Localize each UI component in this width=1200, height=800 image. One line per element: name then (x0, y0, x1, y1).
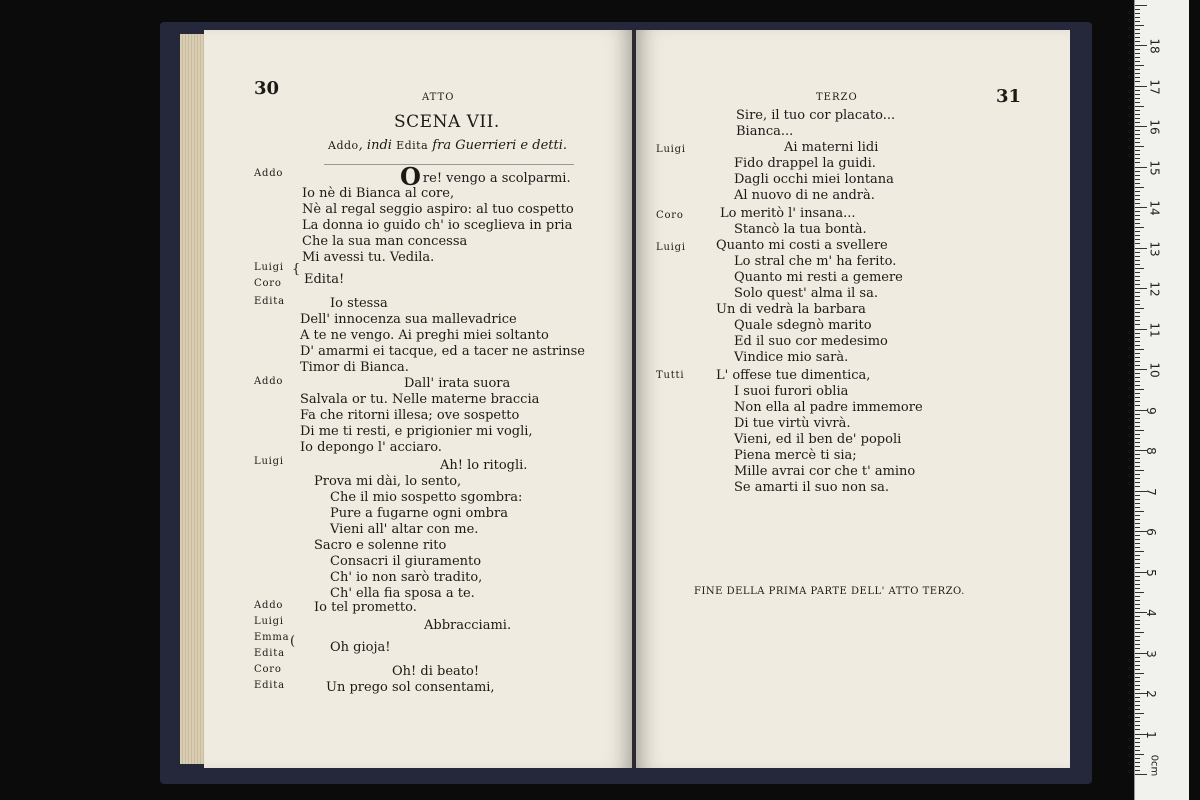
ruler-tick (1135, 187, 1144, 188)
ruler-tick (1135, 750, 1140, 751)
ruler-tick (1135, 608, 1140, 609)
ruler-tick (1135, 555, 1140, 556)
ruler-tick (1135, 442, 1140, 443)
ruler-tick (1135, 389, 1144, 390)
ruler-tick (1135, 195, 1140, 196)
ruler-tick (1135, 430, 1144, 431)
ruler-tick (1135, 576, 1140, 577)
ruler-tick (1135, 320, 1140, 321)
speaker-label: Luigi (656, 144, 686, 155)
page-edges (180, 34, 204, 764)
ruler-tick (1135, 357, 1140, 358)
ruler-number: 7 (1143, 487, 1158, 496)
speaker-brace: ( (290, 634, 296, 649)
ruler-tick (1135, 596, 1140, 597)
verse-line: Lo meritò l' insana... (720, 206, 856, 221)
ruler-unit: 0cm (1148, 754, 1160, 777)
ruler-tick (1135, 252, 1140, 253)
ruler-tick (1135, 511, 1144, 512)
ruler-tick (1135, 393, 1140, 394)
verse-line: Vieni all' altar con me. (330, 522, 479, 537)
ruler-tick (1135, 495, 1140, 496)
ruler-tick (1135, 90, 1140, 91)
speaker-label: Addo (254, 168, 284, 179)
ruler-tick (1135, 361, 1140, 362)
ruler-tick (1135, 134, 1140, 135)
ruler-tick (1135, 758, 1140, 759)
verse-line: Dagli occhi miei lontana (734, 172, 894, 187)
ruler-tick (1135, 349, 1144, 350)
verse-line: Lo stral che m' ha ferito. (734, 254, 897, 269)
ruler-tick (1135, 61, 1140, 62)
ruler-tick (1135, 754, 1144, 755)
ruler-tick (1135, 21, 1140, 22)
ruler-tick (1135, 742, 1140, 743)
ruler-tick (1135, 632, 1144, 633)
ruler-tick (1135, 154, 1140, 155)
ruler-tick (1135, 33, 1140, 34)
ruler-tick (1135, 470, 1144, 471)
verse-line: Io tel prometto. (314, 600, 417, 615)
verse-line: Io depongo l' acciaro. (300, 440, 442, 455)
verse-line: Un prego sol consentami, (326, 680, 495, 695)
verse-line: Bianca... (736, 124, 794, 139)
verse-line: Fido drappel la guidi. (734, 156, 876, 171)
ruler-tick (1135, 567, 1140, 568)
ruler-tick (1135, 268, 1144, 269)
ruler-tick (1135, 353, 1140, 354)
ruler-tick (1135, 535, 1140, 536)
ruler-tick (1135, 458, 1140, 459)
ruler-tick (1135, 41, 1140, 42)
ruler-tick (1135, 474, 1140, 475)
ruler-tick (1135, 292, 1140, 293)
ruler-tick (1135, 454, 1140, 455)
ruler-tick (1135, 5, 1147, 6)
ruler-tick (1135, 729, 1140, 730)
verse-line: Al nuovo di ne andrà. (734, 188, 875, 203)
ruler-tick (1135, 211, 1140, 212)
verse-line: Sire, il tuo cor placato... (736, 108, 896, 123)
ruler-tick (1135, 547, 1140, 548)
ruler-tick (1135, 45, 1147, 46)
ruler-number: 9 (1143, 406, 1158, 415)
verse-line: Che il mio sospetto sgombra: (330, 490, 523, 505)
ruler-tick (1135, 648, 1140, 649)
ruler-tick (1135, 175, 1140, 176)
ruler-tick (1135, 592, 1144, 593)
verse-line: Piena mercè ti sia; (734, 448, 857, 463)
verse-line: Solo quest' alma il sa. (734, 286, 878, 301)
ruler-tick (1135, 563, 1140, 564)
speaker-label: Emma (254, 632, 290, 643)
verse-line: Ore! vengo a scolparmi. (400, 162, 571, 191)
ruler-tick (1135, 13, 1140, 14)
verse-line: Non ella al padre immemore (734, 400, 923, 415)
ruler-tick (1135, 584, 1140, 585)
ruler-tick (1135, 73, 1140, 74)
ruler-tick (1135, 697, 1140, 698)
ruler-tick (1135, 150, 1140, 151)
ruler-number: 2 (1143, 690, 1158, 698)
ruler-tick (1135, 288, 1147, 289)
ruler-tick (1135, 616, 1140, 617)
verse-line: Io stessa (330, 296, 388, 311)
ruler-tick (1135, 171, 1140, 172)
ruler-number: 5 (1143, 568, 1158, 577)
ruler-tick (1135, 486, 1140, 487)
ruler-tick (1135, 365, 1140, 366)
ruler-tick (1135, 9, 1140, 10)
ruler-tick (1135, 215, 1140, 216)
verse-line: Consacri il giuramento (330, 554, 482, 569)
ruler-tick (1135, 256, 1140, 257)
ruler-number: 3 (1143, 649, 1158, 658)
ruler-tick (1135, 114, 1140, 115)
ruler-tick (1135, 199, 1140, 200)
ruler-tick (1135, 507, 1140, 508)
ruler-tick (1135, 248, 1147, 249)
verse-line: Stancò la tua bontà. (734, 222, 867, 237)
ruler-number: 15 (1147, 159, 1162, 176)
ruler-tick (1135, 644, 1140, 645)
ruler-tick (1135, 624, 1140, 625)
ruler-tick (1135, 527, 1140, 528)
ruler-tick (1135, 426, 1140, 427)
ruler-tick (1135, 219, 1140, 220)
ruler-number: 17 (1147, 78, 1162, 95)
verse-line: D' amarmi ei tacque, ed a tacer ne astrinse (300, 344, 585, 359)
verse-line: Vieni, ed il ben de' popoli (734, 432, 902, 447)
verse-line: Mille avrai cor che t' amino (734, 464, 916, 479)
ruler-tick (1135, 333, 1140, 334)
ruler-number: 8 (1143, 447, 1158, 455)
ruler-tick (1135, 466, 1140, 467)
ruler-tick (1135, 503, 1140, 504)
speaker-label: Luigi (656, 242, 686, 253)
ruler-number: 1 (1143, 730, 1158, 739)
ruler-tick (1135, 588, 1140, 589)
verse-line: Vindice mio sarà. (734, 350, 849, 365)
ruler-tick (1135, 628, 1140, 629)
ruler-tick (1135, 414, 1140, 415)
ruler-tick (1135, 774, 1147, 775)
scene-title: SCENA VII. (394, 112, 500, 132)
ruler-tick (1135, 669, 1140, 670)
ruler-tick (1135, 673, 1144, 674)
verse-line: Quanto mi resti a gemere (734, 270, 903, 285)
ruler-tick (1135, 284, 1140, 285)
verse-line: Ch' io non sarò tradito, (330, 570, 483, 585)
ruler-tick (1135, 324, 1140, 325)
speaker-label: Addo (254, 376, 284, 387)
left-page (204, 30, 632, 768)
ruler-tick (1135, 677, 1140, 678)
ruler-tick (1135, 304, 1140, 305)
ruler-tick (1135, 53, 1140, 54)
ruler-tick (1135, 738, 1140, 739)
ruler-tick (1135, 142, 1140, 143)
ruler-tick (1135, 86, 1147, 87)
verse-line: Oh! di beato! (392, 664, 480, 679)
verse-line: Sacro e solenne rito (314, 538, 447, 553)
speaker-label: Luigi (254, 616, 284, 627)
ruler-tick (1135, 701, 1140, 702)
verse-line: Mi avessi tu. Vedila. (302, 250, 435, 265)
ruler-tick (1135, 37, 1140, 38)
verse-line: Ai materni lidi (784, 140, 879, 155)
ruler-number: 6 (1143, 528, 1158, 536)
ruler-tick (1135, 106, 1144, 107)
ruler-tick (1135, 158, 1140, 159)
verse-line: Un di vedrà la barbara (716, 302, 866, 317)
ruler-tick (1135, 438, 1140, 439)
ruler-tick (1135, 227, 1144, 228)
ruler-tick (1135, 515, 1140, 516)
ruler-tick (1135, 373, 1140, 374)
ruler-tick (1135, 721, 1140, 722)
ruler-tick (1135, 231, 1140, 232)
ruler-tick (1135, 665, 1140, 666)
ruler-tick (1135, 191, 1140, 192)
ruler-tick (1135, 179, 1140, 180)
ruler-tick (1135, 102, 1140, 103)
ruler-tick (1135, 418, 1140, 419)
ruler-tick (1135, 98, 1140, 99)
ruler-tick (1135, 243, 1140, 244)
ruler-tick (1135, 385, 1140, 386)
verse-line: Salvala or tu. Nelle materne braccia (300, 392, 540, 407)
ruler-tick (1135, 519, 1140, 520)
ruler-tick (1135, 681, 1140, 682)
running-head: ATTO (422, 92, 455, 103)
ruler-number: 12 (1147, 281, 1162, 297)
ruler-tick (1135, 17, 1140, 18)
verse-line: Ch' ella fia sposa a te. (330, 586, 475, 601)
page-number: 31 (996, 86, 1022, 107)
verse-line: Nè al regal seggio aspiro: al tuo cospetto (302, 202, 574, 217)
ruler-tick (1135, 604, 1140, 605)
ruler-tick (1135, 746, 1140, 747)
verse-line: I suoi furori oblia (734, 384, 849, 399)
speaker-label: Coro (656, 210, 684, 221)
ruler-tick (1135, 203, 1140, 204)
verse-line: Oh gioja! (330, 640, 391, 655)
speaker-label: Edita (254, 296, 285, 307)
ruler-tick (1135, 65, 1144, 66)
ruler-tick (1135, 264, 1140, 265)
ruler-tick (1135, 130, 1140, 131)
verse-line: Che la sua man concessa (302, 234, 468, 249)
ruler-tick (1135, 523, 1140, 524)
ruler-tick (1135, 337, 1140, 338)
ruler-tick (1135, 717, 1140, 718)
verse-line: Di tue virtù vivrà. (734, 416, 851, 431)
speaker-label: Addo (254, 600, 284, 611)
verse-line: L' offese tue dimentica, (716, 368, 871, 383)
verse-line: Io nè di Bianca al core, (302, 186, 455, 201)
verse-line: Timor di Bianca. (300, 360, 409, 375)
ruler-tick (1135, 762, 1140, 763)
ruler-tick (1135, 57, 1140, 58)
ruler-tick (1135, 345, 1140, 346)
verse-line: Se amarti il suo non sa. (734, 480, 889, 495)
speaker-label: Luigi (254, 262, 284, 273)
ruler-tick (1135, 539, 1140, 540)
ruler-tick (1135, 280, 1140, 281)
ruler-tick (1135, 223, 1140, 224)
ruler-number: 11 (1147, 321, 1162, 338)
verse-line: Dall' irata suora (404, 376, 511, 391)
ruler-tick (1135, 499, 1140, 500)
ruler-tick (1135, 422, 1140, 423)
ruler-tick (1135, 81, 1140, 82)
ruler-tick (1135, 183, 1140, 184)
ruler-tick (1135, 661, 1140, 662)
ruler-tick (1135, 377, 1140, 378)
ruler-number: 13 (1147, 240, 1162, 257)
ruler-tick (1135, 29, 1140, 30)
speaker-label: Coro (254, 278, 282, 289)
ruler-number: 18 (1147, 38, 1162, 54)
ruler-tick (1135, 94, 1140, 95)
ruler-tick (1135, 620, 1140, 621)
ruler-tick (1135, 401, 1140, 402)
speaker-label: Tutti (656, 370, 685, 381)
ruler-tick (1135, 543, 1140, 544)
speaker-brace: { (292, 262, 301, 277)
ruler-tick (1135, 77, 1140, 78)
ruler-tick (1135, 69, 1140, 70)
ruler-tick (1135, 122, 1140, 123)
ruler-tick (1135, 207, 1147, 208)
ruler-tick (1135, 689, 1140, 690)
ruler-tick (1135, 300, 1140, 301)
ruler-number: 10 (1147, 362, 1162, 378)
ruler-tick (1135, 162, 1140, 163)
section-footer: FINE DELLA PRIMA PARTE DELL' ATTO TERZO. (694, 586, 965, 597)
ruler-number: 14 (1147, 200, 1162, 216)
verse-line: Prova mi dài, lo sento, (314, 474, 462, 489)
ruler-tick (1135, 235, 1140, 236)
ruler-tick (1135, 580, 1140, 581)
ruler-tick (1135, 369, 1147, 370)
ruler-tick (1135, 551, 1144, 552)
ruler-tick (1135, 725, 1140, 726)
ruler-tick (1135, 636, 1140, 637)
ruler-tick (1135, 25, 1144, 26)
verse-line: Edita! (304, 272, 345, 287)
ruler-tick (1135, 146, 1144, 147)
speaker-label: Edita (254, 648, 285, 659)
ruler-tick (1135, 167, 1147, 168)
ruler-tick (1135, 462, 1140, 463)
verse-line: Quanto mi costi a svellere (716, 238, 888, 253)
verse-line: La donna io guido ch' io sceglieva in pria (302, 218, 573, 233)
ruler-tick (1135, 316, 1140, 317)
verse-line: Pure a fugarne ogni ombra (330, 506, 508, 521)
ruler-tick (1135, 296, 1140, 297)
verse-line: Ed il suo cor medesimo (734, 334, 888, 349)
ruler-tick (1135, 329, 1147, 330)
speaker-label: Coro (254, 664, 282, 675)
verse-line: Dell' innocenza sua mallevadrice (300, 312, 517, 327)
ruler-tick (1135, 482, 1140, 483)
ruler-tick (1135, 308, 1144, 309)
ruler-tick (1135, 397, 1140, 398)
ruler-number: 4 (1143, 609, 1158, 617)
verse-line: A te ne vengo. Ai preghi miei soltanto (300, 328, 549, 343)
ruler-tick (1135, 478, 1140, 479)
ruler-tick (1135, 685, 1140, 686)
ruler-tick (1135, 446, 1140, 447)
ruler-tick (1135, 381, 1140, 382)
speaker-label: Edita (254, 680, 285, 691)
speaker-label: Luigi (254, 456, 284, 467)
ruler-tick (1135, 405, 1140, 406)
ruler-tick (1135, 766, 1140, 767)
ruler-number: 16 (1147, 119, 1162, 135)
ruler-tick (1135, 713, 1144, 714)
verse-line: Abbracciami. (424, 618, 512, 633)
ruler-tick (1135, 272, 1140, 273)
ruler-tick (1135, 434, 1140, 435)
ruler-tick (1135, 770, 1140, 771)
ruler-tick (1135, 312, 1140, 313)
running-head: TERZO (816, 92, 858, 103)
ruler-tick (1135, 126, 1147, 127)
page-number: 30 (254, 78, 280, 99)
ruler-tick (1135, 705, 1140, 706)
drop-cap: O (400, 162, 421, 191)
ruler-tick (1135, 260, 1140, 261)
ruler-tick (1135, 640, 1140, 641)
ruler-tick (1135, 559, 1140, 560)
ruler-tick (1135, 239, 1140, 240)
ruler-tick (1135, 657, 1140, 658)
ruler-tick (1135, 709, 1140, 710)
ruler-tick (1135, 341, 1140, 342)
ruler-tick (1135, 49, 1140, 50)
verse-line: Quale sdegnò marito (734, 318, 872, 333)
right-page (636, 30, 1070, 768)
verse-line: Fa che ritorni illesa; ove sospetto (300, 408, 520, 423)
verse-line: Ah! lo ritogli. (440, 458, 528, 473)
ruler-tick (1135, 276, 1140, 277)
stage-direction: Addo, indi Edita fra Guerrieri e detti. (328, 138, 568, 153)
ruler-tick (1135, 110, 1140, 111)
ruler-tick (1135, 118, 1140, 119)
ruler-tick (1135, 138, 1140, 139)
ruler-tick (1135, 600, 1140, 601)
verse-line: Di me ti resti, e prigionier mi vogli, (300, 424, 533, 439)
scale-ruler (1134, 0, 1189, 800)
